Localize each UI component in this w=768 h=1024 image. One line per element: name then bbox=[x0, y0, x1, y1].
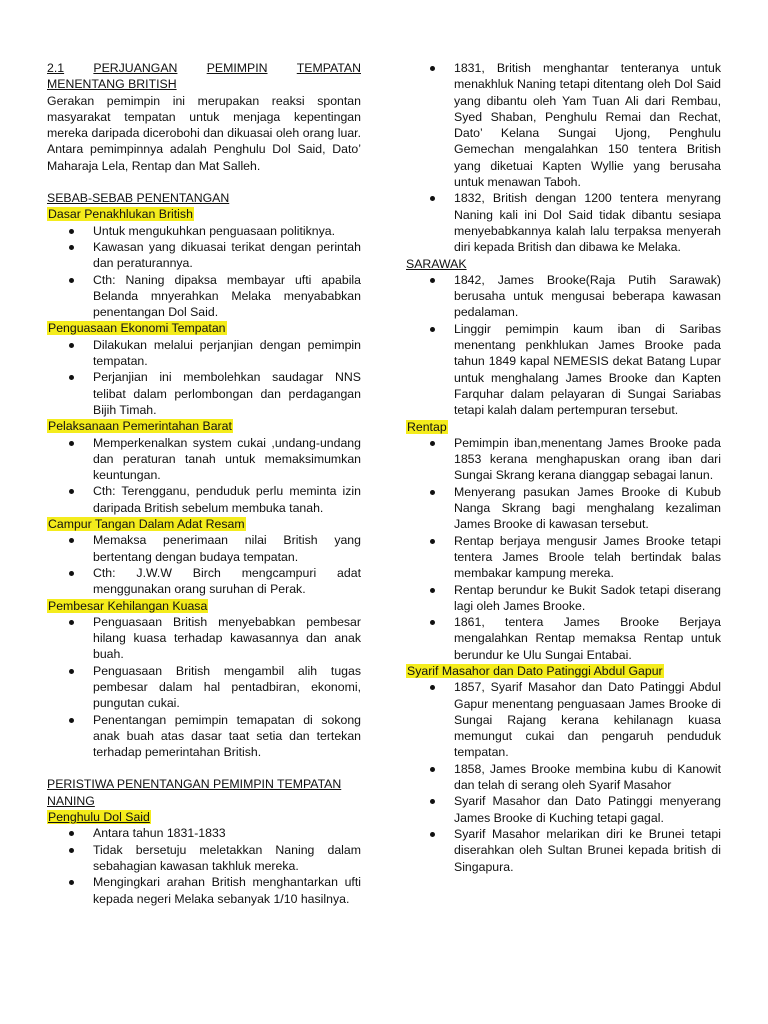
naning-list bbox=[406, 60, 721, 256]
cause-heading: Penguasaan Ekonomi Tempatan bbox=[48, 321, 226, 336]
event-heading: PERISTIWA PENENTANGAN PEMIMPIN TEMPATAN NANING bbox=[47, 777, 342, 808]
bullet-item: Mengingkari arahan British menghantarkan ufti kepada negeri Melaka sebanyak 1/10 hasilnya. bbox=[47, 874, 361, 907]
bullet-item: Linggir pemimpin kaum iban di Saribas menentang penkhlukan James Brooke pada tahun 1849 kapal NEMESIS dekat Batang Lupar untuk menghalang James Brooke dan Kapten Farquhar dalam pelayaran di Sungai Sariabas tetapi kalah dalam pertempuran tersebut. bbox=[406, 321, 721, 419]
bullet-item: Penguasaan British mengambil alih tugas pembesar dalam hal pentadbiran, ekonomi, pungutan cukai. bbox=[47, 663, 361, 712]
bullet-item: Cth: J.W.W Birch mengcampuri adat menggunakan orang suruhan di Perak. bbox=[47, 565, 361, 598]
rentap-list bbox=[406, 435, 721, 663]
bullet-item: Syarif Masahor dan Dato Patinggi menyerang James Brooke di Kuching tetapi gagal. bbox=[406, 793, 721, 826]
title-word: PERJUANGAN bbox=[93, 61, 178, 75]
title-word: PEMIMPIN bbox=[206, 61, 268, 75]
bullet-item: Kawasan yang dikuasai terikat dengan perintah dan peraturannya. bbox=[47, 239, 361, 272]
section-title bbox=[47, 60, 361, 76]
bullet-item: Cth: Terengganu, penduduk perlu meminta izin daripada British sebelum membuka tanah. bbox=[47, 483, 361, 516]
bullet-item: 1857, Syarif Masahor dan Dato Patinggi Abdul Gapur menentang penguasaan James Brooke di Sungai Rajang kerana kehilanagn kuasa memungut cukai dan pengaruh penduduk tempatan. bbox=[406, 679, 721, 760]
cause-list bbox=[47, 614, 361, 761]
title-word: TEMPATAN bbox=[296, 61, 361, 75]
bullet-item: Menyerang pasukan James Brooke di Kubub Nanga Skrang bagi menghalang kezaliman James Brooke di kawasan tersebut. bbox=[406, 484, 721, 533]
bullet-item: Syarif Masahor melarikan diri ke Brunei tetapi diserahkan oleh Sultan Brunei kepada british di Singapura. bbox=[406, 826, 721, 875]
dol-said-list bbox=[47, 825, 361, 906]
syarif-list bbox=[406, 679, 721, 875]
sarawak-heading: SARAWAK bbox=[406, 256, 467, 271]
bullet-item: Antara tahun 1831-1833 bbox=[47, 825, 361, 841]
bullet-item: 1832, British dengan 1200 tentera menyrang Naning kali ini Dol Said tidak dibantu sesiapa menyebabkannya kalah lalu terpaksa menyerah diri kepada British dan dibawa ke Melaka. bbox=[406, 190, 721, 255]
right-column bbox=[406, 60, 721, 875]
cause-heading: Pembesar Kehilangan Kuasa bbox=[48, 598, 208, 613]
bullet-item: 1861, tentera James Brooke Berjaya mengalahkan Rentap memaksa Rentap untuk berundur ke Ulu Sungai Entabai. bbox=[406, 614, 721, 663]
bullet-item: Memperkenalkan system cukai ,undang-undang dan peraturan tanah untuk memaksimumkan keuntungan. bbox=[47, 435, 361, 484]
sarawak-list bbox=[406, 272, 721, 419]
cause-list bbox=[47, 337, 361, 418]
bullet-item: 1842, James Brooke(Raja Putih Sarawak) berusaha untuk mengusai beberapa kawasan pedalaman. bbox=[406, 272, 721, 321]
bullet-item: Pemimpin iban,menentang James Brooke pada 1853 kerana menghapuskan orang iban dari Sungai Skrang kerana dianggap sebagai lanun. bbox=[406, 435, 721, 484]
causes-list bbox=[47, 206, 361, 760]
bullet-item: Rentap berundur ke Bukit Sadok tetapi diserang lagi oleh James Brooke. bbox=[406, 582, 721, 615]
bullet-item: 1858, James Brooke membina kubu di Kanowit dan telah di serang oleh Syarif Masahor bbox=[406, 761, 721, 794]
cause-list bbox=[47, 435, 361, 516]
cause-list bbox=[47, 223, 361, 321]
bullet-item: Penentangan pemimpin temapatan di sokong anak buah atas dasar taat setia dan tertekan terhadap pemerintahan British. bbox=[47, 712, 361, 761]
cause-heading: Pelaksanaan Pemerintahan Barat bbox=[48, 419, 232, 434]
title-number: 2.1 bbox=[47, 61, 65, 75]
intro-paragraph: Gerakan pemimpin ini merupakan reaksi spontan masyarakat tempatan untuk menjaga kepentingan mereka daripada dicerobohi dan dikuasai oleh orang luar. Antara pemimpinnya adalah Penghulu Dol Said, Dato’ Maharaja Lela, Rentap dan Mat Salleh. bbox=[47, 93, 361, 173]
cause-list bbox=[47, 532, 361, 597]
rentap-heading: Rentap bbox=[407, 419, 447, 434]
bullet-item: Perjanjian ini membolehkan saudagar NNS telibat dalam perlombongan dan perdagangan Bijih Timah. bbox=[47, 369, 361, 418]
bullet-item: Dilakukan melalui perjanjian dengan pemimpin tempatan. bbox=[47, 337, 361, 370]
left-column bbox=[47, 60, 361, 907]
section-title-line2: MENENTANG BRITISH bbox=[47, 77, 177, 92]
causes-heading: SEBAB-SEBAB PENENTANGAN bbox=[47, 191, 230, 206]
bullet-item: 1831, British menghantar tenteranya untuk menakhluk Naning tetapi ditentang oleh Dol Said yang dibantu oleh Yam Tuan Ali dari Rembau, Syed Shaban, Penghulu Remai dan Rechat, Dato’ Kelana Sungai Ujong, Penghulu Gemechan mengalahkan 150 tentera British yang diketuai Kapten Wyllie yang berusaha untuk menawan Taboh. bbox=[406, 60, 721, 190]
bullet-item: Cth: Naning dipaksa membayar ufti apabila Belanda mnyerahkan Melaka menyababkan penentangan Dol Said. bbox=[47, 272, 361, 321]
dol-said-heading: Penghulu Dol Said bbox=[48, 810, 150, 825]
bullet-item: Tidak bersetuju meletakkan Naning dalam sebahagian kawasan takhluk mereka. bbox=[47, 842, 361, 875]
bullet-item: Untuk mengukuhkan penguasaan politiknya. bbox=[47, 223, 361, 239]
bullet-item: Rentap berjaya mengusir James Brooke tetapi tentera James Broole telah bertindak balas membakar kampung mereka. bbox=[406, 533, 721, 582]
cause-heading: Campur Tangan Dalam Adat Resam bbox=[48, 517, 245, 532]
syarif-heading: Syarif Masahor dan Dato Patinggi Abdul Gapur bbox=[407, 663, 663, 678]
bullet-item: Memaksa penerimaan nilai British yang bertentang dengan budaya tempatan. bbox=[47, 532, 361, 565]
bullet-item: Penguasaan British menyebabkan pembesar hilang kuasa terhadap kawasannya dan anak buah. bbox=[47, 614, 361, 663]
cause-heading: Dasar Penakhlukan British bbox=[48, 207, 193, 222]
